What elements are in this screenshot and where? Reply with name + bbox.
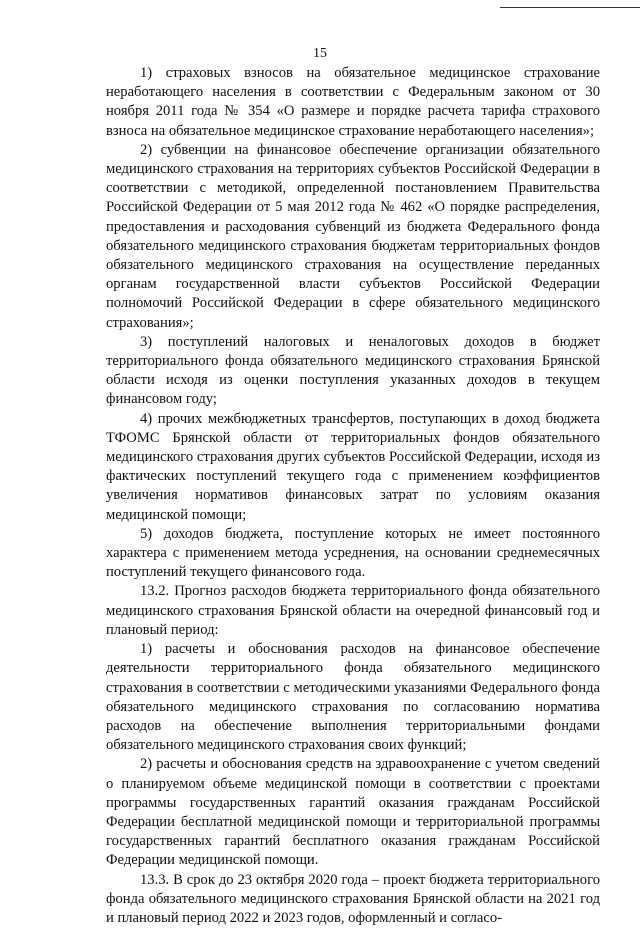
paragraph-section-13-2: 13.2. Прогноз расходов бюджета территориального фонда обязательного медицинского страхования Брянской области на очередной финансовый год и плановый период: bbox=[106, 583, 600, 638]
paragraph-section-13-3: 13.3. В срок до 23 октября 2020 года – проект бюджета территориального фонда обязательного медицинского страхования Брянской области на 2021 год и плановый период 2022 и 2023 годов, оформленный и согласо- bbox=[106, 871, 600, 926]
paragraph-expense-calculations: 1) расчеты и обоснования расходов на финансовое обеспечение деятельности территориального фонда обязательного медицинского страхования в соответствии с методическими указаниями Федерального фонда обязательного медицинского страхования по согласованию норматива расходов на обеспечение выполнения территориальными фондами обязательного медицинского страхования своих функций; bbox=[106, 641, 600, 754]
paragraph-subventions: 2) субвенции на финансовое обеспечение организации обязательного медицинского страхования на территориях субъектов Российской Федерации в соответствии с методикой, определенной постановлением Правительства Российской Федерации от 5 мая 2012 года № 462 «О порядке распределения, предоставления и расходования субвенций из бюджета Федерального фонда обязательного медицинского страхования бюджетам территориальных фондов обязательного медицинского страхования на осуществление переданных органам государственной власти субъектов Российской Федерации полномочий Российской Федерации в сфере обязательного медицинского страхования»; bbox=[106, 141, 600, 331]
paragraph-interbudget-transfers: 4) прочих межбюджетных трансфертов, поступающих в доход бюджета ТФОМС Брянской области от территориальных фондов обязательного медицинского страхования других субъектов Российской Федерации, исходя из фактических поступлений текущего года с применением коэффициентов увеличения нормативов финансовых затрат по условиям оказания медицинской помощи; bbox=[106, 410, 600, 523]
paragraph-healthcare-funds: 2) расчеты и обоснования средств на здравоохранение с учетом сведений о планируемом объеме медицинской помощи в соответствии с проектами программы государственных гарантий оказания гражданам Российской Федерации бесплатной медицинской помощи и территориальной программы государственных гарантий бесплатного оказания гражданам Российской Федерации медицинской помощи. bbox=[106, 756, 600, 869]
document-body bbox=[106, 64, 600, 928]
paragraph-tax-revenues: 3) поступлений налоговых и неналоговых доходов в бюджет территориального фонда обязательного медицинского страхования Брянской области исходя из оценки поступления указанных доходов в текущем финансовом году; bbox=[106, 333, 600, 408]
paragraph-insurance-contributions: 1) страховых взносов на обязательное медицинское страхование неработающего населения в соответствии с Федеральным законом от 30 ноября 2011 года № 354 «О размере и порядке расчета тарифа страхового взноса на обязательное медицинское страхование неработающего населения»; bbox=[106, 65, 600, 139]
top-rule bbox=[500, 7, 640, 8]
paragraph-irregular-revenues: 5) доходов бюджета, поступление которых не имеет постоянного характера с применением метода усреднения, на основании среднемесячных поступлений текущего финансового года. bbox=[106, 525, 600, 581]
page-number: 15 bbox=[313, 46, 327, 61]
